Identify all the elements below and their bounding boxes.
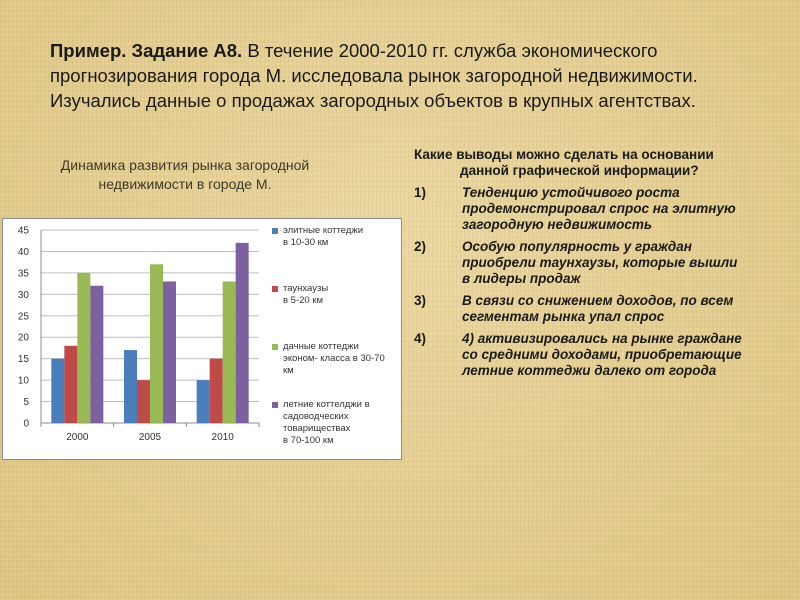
y-tick-label: 25 — [17, 311, 29, 323]
legend-item-4 — [267, 399, 397, 447]
chart-caption: Динамика развития рынка загородной недвижимости в городе М. — [60, 157, 310, 192]
title-lead: Пример. Задание А8. — [50, 40, 243, 61]
option-number: 1) — [414, 185, 427, 200]
option-number: 3) — [414, 293, 427, 308]
y-tick-label: 30 — [17, 289, 29, 301]
option-text: 4) активизировались на рынке граждане со средними доходами, приобретающие летние коттеджи далеко от города — [462, 331, 742, 378]
option-3 — [414, 293, 744, 325]
y-tick-label: 0 — [23, 418, 29, 430]
option-text: Тенденцию устойчивого роста продемонстрировал спрос на элитную загородную недвижимость — [462, 185, 736, 232]
option-4 — [414, 331, 744, 379]
legend-swatch — [272, 286, 278, 292]
bar-2010-series-3 — [223, 281, 236, 423]
bar-2010-series-2 — [210, 359, 223, 423]
legend-label: летние коттелджи в — [283, 399, 370, 410]
option-number: 2) — [414, 239, 427, 254]
title-text: В течение 2000-2010 гг. служба экономического прогнозирования города М. исследовала рынок загородной недвижимости. Изучались данные о продажах загородных объектов в крупных агентствах. — [50, 40, 698, 111]
x-tick-label: 2005 — [138, 432, 162, 443]
legend-label: товариществах — [283, 423, 351, 434]
x-tick-label: 2000 — [66, 432, 89, 443]
legend-item-3 — [267, 341, 397, 377]
option-1 — [414, 185, 744, 233]
y-tick-label: 15 — [17, 354, 29, 366]
y-tick-label: 40 — [17, 246, 29, 258]
legend-label: дачные коттеджи — [283, 341, 359, 352]
options-list — [414, 185, 744, 379]
bar-2010-series-1 — [197, 380, 210, 423]
option-text: Особую популярность у граждан приобрели таунхаузы, которые вышли в лидеры продаж — [462, 239, 738, 286]
bar-2000-series-4 — [90, 286, 103, 423]
option-text: В связи со снижением доходов, по всем сегментам рынка упал спрос — [462, 293, 734, 324]
legend-label: садоводческих — [283, 411, 349, 422]
legend-label: таунхаузы — [283, 283, 329, 294]
y-tick-label: 20 — [17, 332, 29, 344]
legend-label: км — [283, 365, 294, 376]
bar-2000-series-2 — [64, 346, 77, 423]
legend-label: в 10-30 км — [283, 237, 329, 248]
y-tick-label: 5 — [23, 397, 29, 409]
bar-2000-series-1 — [51, 359, 64, 423]
option-number: 4) — [414, 331, 427, 346]
y-tick-label: 45 — [17, 225, 29, 237]
legend-label: элитные коттеджи — [283, 225, 364, 236]
bar-2010-series-4 — [236, 243, 249, 423]
bar-chart — [2, 218, 402, 460]
legend-item-2 — [267, 283, 397, 307]
x-tick-label: 2010 — [211, 432, 234, 443]
slide-title — [50, 38, 770, 113]
legend-label: в 70-100 км — [283, 435, 334, 446]
chart-legend — [267, 225, 397, 453]
legend-swatch — [272, 344, 278, 350]
bar-2005-series-3 — [150, 264, 163, 423]
bar-2005-series-2 — [137, 380, 150, 423]
y-tick-label: 35 — [17, 268, 29, 280]
bar-2000-series-3 — [77, 273, 90, 423]
bar-2005-series-4 — [163, 281, 176, 423]
legend-swatch — [272, 228, 278, 234]
y-tick-label: 10 — [17, 375, 29, 387]
legend-swatch — [272, 402, 278, 408]
legend-label: в 5-20 км — [283, 295, 324, 306]
legend-label: эконом- класса в 30-70 — [283, 353, 385, 364]
option-2 — [414, 239, 744, 287]
bar-2005-series-1 — [124, 350, 137, 423]
question-text: Какие выводы можно сделать на основании данной графической информации? — [414, 147, 714, 178]
question-block — [414, 147, 744, 385]
legend-item-1 — [267, 225, 397, 249]
